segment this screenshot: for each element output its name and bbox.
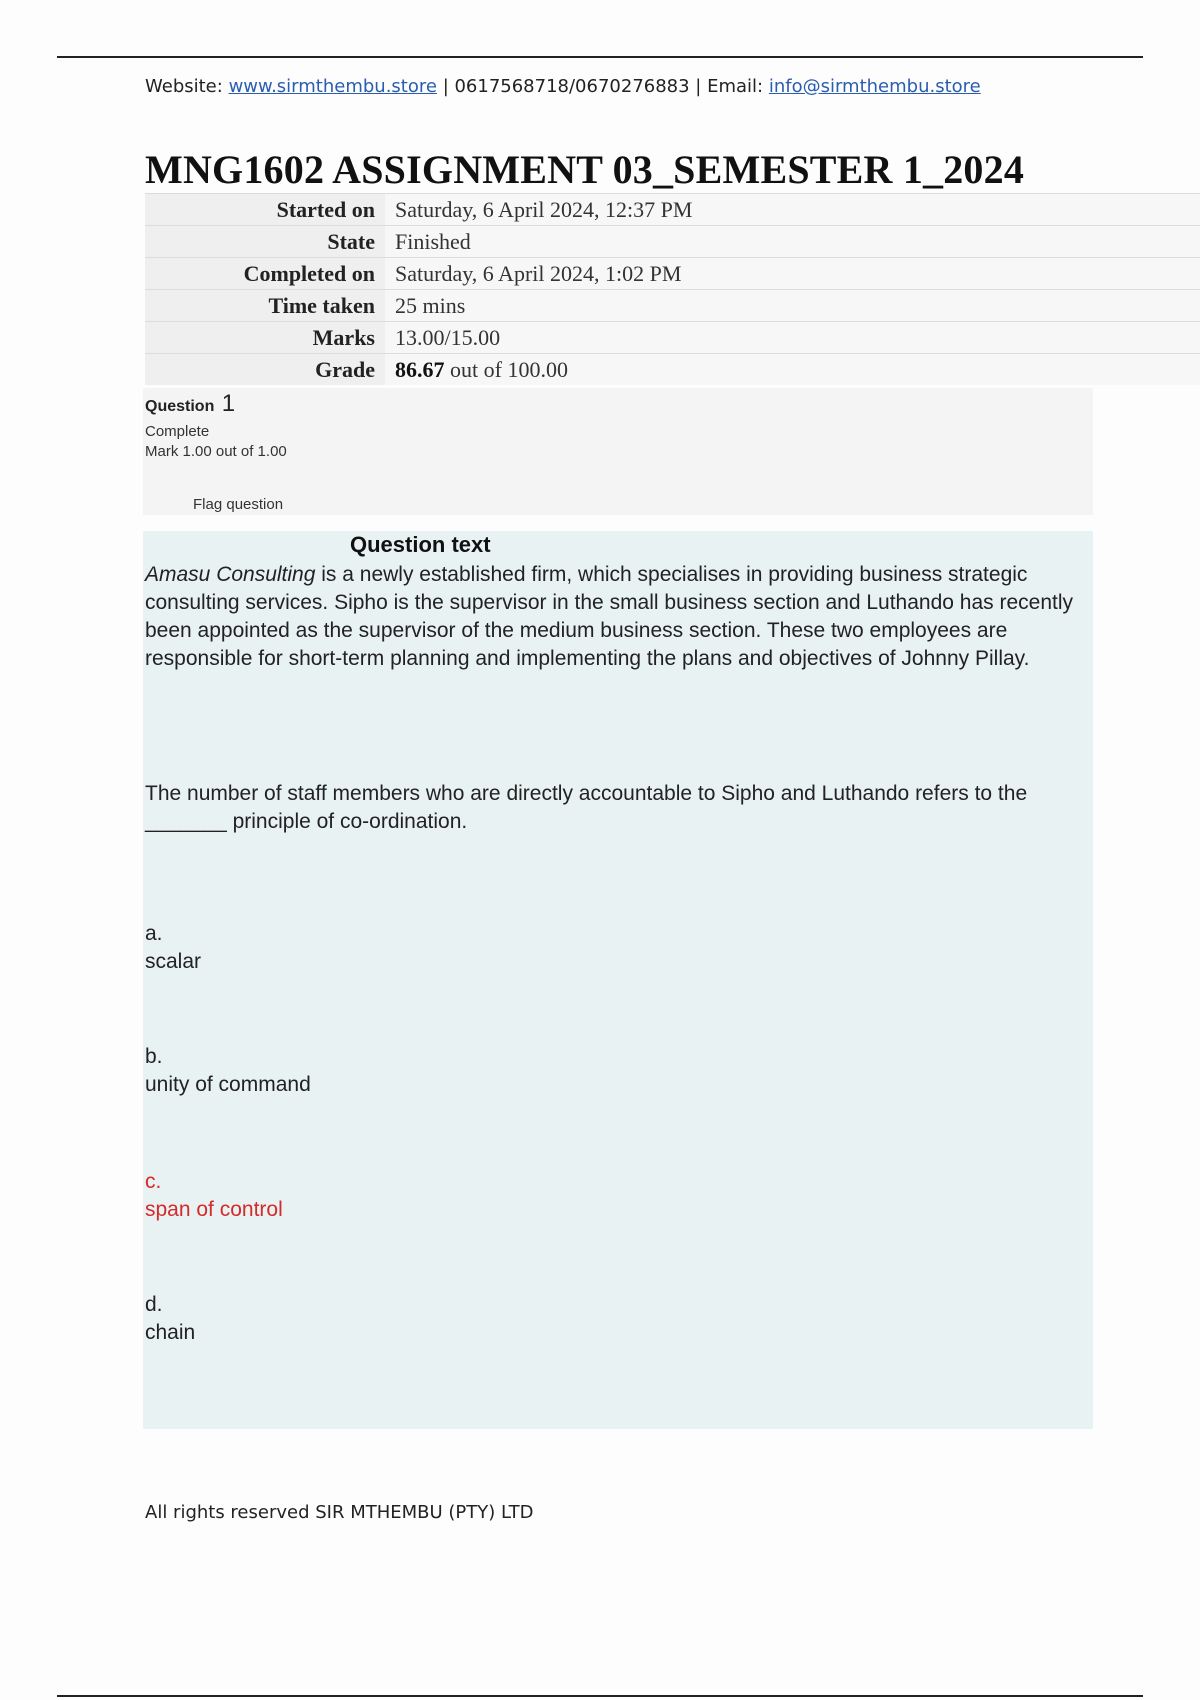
company-name: Amasu Consulting bbox=[145, 563, 316, 586]
question-number bbox=[145, 390, 235, 418]
option-letter: a. bbox=[145, 922, 163, 945]
summary-value: 13.00/15.00 bbox=[385, 322, 1200, 354]
summary-value: Finished bbox=[385, 226, 1200, 258]
question-scenario bbox=[145, 561, 1085, 673]
summary-label: State bbox=[145, 226, 385, 258]
summary-row bbox=[145, 258, 1200, 290]
summary-label: Completed on bbox=[145, 258, 385, 290]
option-text: unity of command bbox=[145, 1073, 311, 1096]
summary-row bbox=[145, 194, 1200, 226]
summary-label: Grade bbox=[145, 354, 385, 386]
option-text: chain bbox=[145, 1321, 196, 1344]
option-letter: b. bbox=[145, 1045, 163, 1068]
flag-question-link[interactable]: Flag question bbox=[193, 496, 284, 513]
question-text-heading: Question text bbox=[350, 532, 491, 557]
grade-value: 86.67 bbox=[395, 356, 445, 382]
question-mark: Mark 1.00 out of 1.00 bbox=[145, 443, 287, 460]
website-link[interactable]: www.sirmthembu.store bbox=[228, 76, 437, 97]
summary-value bbox=[385, 354, 1200, 386]
option-text: scalar bbox=[145, 950, 202, 973]
question-content bbox=[143, 531, 1093, 1429]
summary-row bbox=[145, 354, 1200, 386]
summary-label: Time taken bbox=[145, 290, 385, 322]
attempt-summary-table bbox=[145, 193, 1200, 385]
question-info-panel bbox=[143, 388, 1093, 515]
top-divider bbox=[57, 56, 1143, 58]
website-label: Website: bbox=[145, 76, 223, 97]
summary-label: Started on bbox=[145, 194, 385, 226]
copyright-footer: All rights reserved SIR MTHEMBU (PTY) LTD bbox=[145, 1502, 534, 1523]
summary-row bbox=[145, 226, 1200, 258]
answer-option-a[interactable] bbox=[145, 920, 201, 976]
contact-header bbox=[145, 76, 981, 97]
answer-option-d[interactable] bbox=[145, 1291, 195, 1347]
page-title: MNG1602 ASSIGNMENT 03_SEMESTER 1_2024 bbox=[145, 147, 1025, 192]
answer-option-b[interactable] bbox=[145, 1043, 311, 1099]
question-label: Question bbox=[145, 398, 215, 415]
grade-suffix: out of 100.00 bbox=[450, 356, 568, 382]
question-prompt: The number of staff members who are directly accountable to Sipho and Luthando refers to the _______ principle of co-ordination. bbox=[145, 782, 1028, 833]
option-text: span of control bbox=[145, 1198, 283, 1221]
bottom-divider bbox=[57, 1695, 1143, 1697]
summary-value: Saturday, 6 April 2024, 1:02 PM bbox=[385, 258, 1200, 290]
summary-value: 25 mins bbox=[385, 290, 1200, 322]
option-letter: c. bbox=[145, 1170, 162, 1193]
answer-option-c[interactable] bbox=[145, 1168, 283, 1224]
summary-label: Marks bbox=[145, 322, 385, 354]
question-number-value: 1 bbox=[221, 390, 236, 417]
option-letter: d. bbox=[145, 1293, 163, 1316]
summary-row bbox=[145, 290, 1200, 322]
summary-value: Saturday, 6 April 2024, 12:37 PM bbox=[385, 194, 1200, 226]
scenario-text: is a newly established firm, which specialises in providing business strategic consulting services. Sipho is the supervisor in the small business section and Luthando has recently been appointed as the supervisor of the medium business section. These two employees are responsible for short-term planning and implementing the plans and objectives of Johnny Pillay. bbox=[145, 563, 1074, 670]
email-link[interactable]: info@sirmthembu.store bbox=[768, 76, 981, 97]
phone-numbers: | 0617568718/0670276883 | Email: bbox=[442, 76, 764, 97]
question-state: Complete bbox=[145, 423, 210, 440]
summary-row bbox=[145, 322, 1200, 354]
